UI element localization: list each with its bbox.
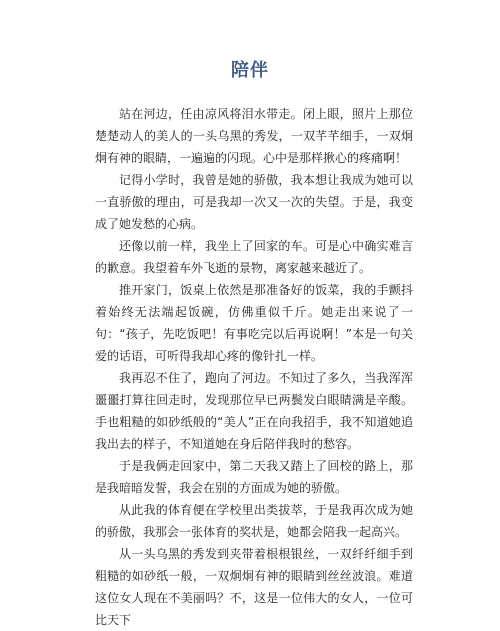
paragraph: 还像以前一样，我坐上了回家的车。可是心中确实难言的歉意。我望着车外飞逝的景物，离家越来越近了。 xyxy=(95,239,413,275)
paragraph: 从此我的体育便在学校里出类拔萃，于是我再次成为她的骄傲，我那会一张体育的奖状是，她都会陪我一起高兴。 xyxy=(95,503,413,539)
document-title: 陪伴 xyxy=(231,60,269,81)
paragraph: 于是我俩走回家中，第二天我又踏上了回校的路上，那是我暗暗发誓，我会在别的方面成为她的骄傲。 xyxy=(95,459,413,495)
paragraph: 我再忍不住了，跑向了河边。不知过了多久，当我浑浑噩噩打算往回走时，发现那位早已两鬓发白眼睛满是辛酸。手也粗糙的如砂纸般的“美人”正在向我招手，我不知道她追我出去的样子，不知道她在身后陪伴我时的愁容。 xyxy=(95,371,413,451)
paragraph: 记得小学时，我曾是她的骄傲，我本想让我成为她可以一直骄傲的理由，可是我却一次又一次的失望。于是，我变成了她发愁的心病。 xyxy=(95,173,413,231)
paragraph: 站在河边，任由凉风将泪水带走。闭上眼，照片上那位楚楚动人的美人的一头乌黑的秀发，一双芊芊细手，一双炯炯有神的眼睛，一遍遍的闪现。心中是那样揪心的疼痛啊！ xyxy=(95,107,413,165)
paragraph: 从一头乌黑的秀发到夹带着根根银丝，一双纤纤细手到粗糙的如砂纸一般，一双炯炯有神的眼睛到丝丝波浪。难道这位女人现在不美丽吗？不，这是一位伟大的女人，一位可比天下 xyxy=(95,547,413,627)
paragraph: 推开家门，饭桌上依然是那准备好的饭菜，我的手颤抖着始终无法端起饭碗，仿佛重似千斤。她走出来说了一句：“孩子，先吃饭吧！有事吃完以后再说啊！”本是一句关爱的话语，可听得我却心疼的像针扎一样。 xyxy=(95,283,413,363)
document-body xyxy=(95,103,413,631)
